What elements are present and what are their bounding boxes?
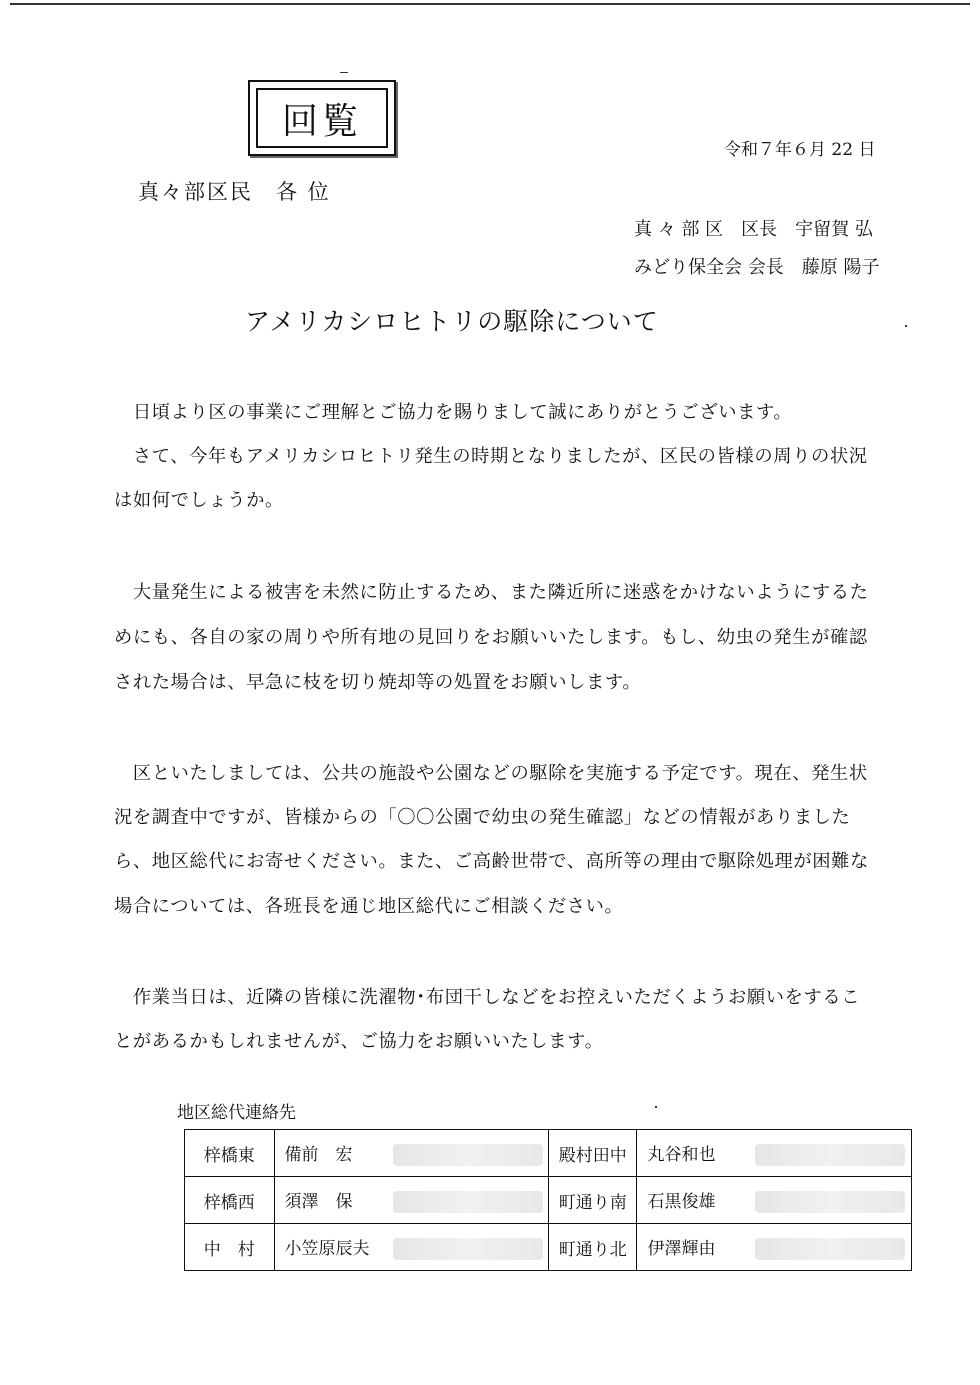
redacted-phone [393,1191,543,1213]
contacts-table [184,1129,912,1271]
body-line: は如何でしょうか。 [114,490,284,511]
document-date: 令和７年６月 22 日 [724,140,876,160]
body-line: 作業当日は、近隣の皆様に洗濯物･布団干しなどをお控えいただくようお願いをするこ [114,987,861,1008]
person-cell [274,1130,549,1177]
person-cell [274,1224,549,1271]
document-title: アメリカシロヒトリの駆除について [245,307,659,336]
body-line: めにも、各自の家の周りや所有地の見回りをお願いいたします。もし、幼虫の発生が確認 [114,627,868,648]
contact-name: 伊澤輝由 [647,1238,716,1259]
person-cell [274,1177,549,1224]
table-row [185,1177,912,1224]
circular-stamp-label: 回覧 [256,88,388,148]
table-row [185,1224,912,1271]
body-line: とがあるかもしれませんが、ご協力をお願いいたします。 [114,1031,604,1052]
body-line: された場合は、早急に枝を切り焼却等の処置をお願いします。 [114,672,642,693]
sender-line: みどり保全会 会長 藤原 陽子 [634,257,880,278]
area-cell: 梓橋東 [185,1130,275,1177]
person-cell [637,1177,912,1224]
redacted-phone [755,1238,905,1260]
body-line: 大量発生による被害を未然に防止するため、また隣近所に迷惑をかけないようにするた [114,582,869,603]
body-line: 況を調査中ですが、皆様からの「〇〇公園で幼虫の発生確認」などの情報がありました [114,807,851,828]
area-cell: 殿村田中 [549,1130,637,1177]
area-cell: 中 村 [185,1224,275,1271]
contact-name: 須澤 保 [284,1191,353,1212]
person-cell [637,1130,912,1177]
redacted-phone [393,1144,543,1166]
scan-speck [655,1106,657,1108]
area-cell: 梓橋西 [185,1177,275,1224]
scan-speck [340,72,348,73]
contact-name: 備前 宏 [284,1144,353,1165]
body-line: 区といたしましては、公共の施設や公園などの駆除を実施する予定です。現在、発生状 [114,763,868,784]
area-cell: 町通り南 [549,1177,637,1224]
redacted-phone [393,1238,543,1260]
contacts-title: 地区総代連絡先 [177,1103,296,1123]
scan-speck [905,325,907,327]
scan-edge-line [10,3,970,5]
contact-name: 小笠原辰夫 [284,1238,370,1259]
contact-name: 丸谷和也 [647,1144,716,1165]
body-line: 場合については、各班長を通じ地区総代にご相談ください。 [114,896,624,917]
contact-name: 石黒俊雄 [647,1191,716,1212]
sender-line: 真 々 部 区 区長 宇留賀 弘 [634,219,873,240]
addressee: 真々部区民 各 位 [138,180,331,204]
body-line: 日頃より区の事業にご理解とご協力を賜りまして誠にありがとうございます。 [114,402,793,423]
table-row [185,1130,912,1177]
person-cell [637,1224,912,1271]
area-cell: 町通り北 [549,1224,637,1271]
body-line: ら、地区総代にお寄せください。また、ご高齢世帯で、高所等の理由で駆除処理が困難な [114,851,869,872]
redacted-phone [755,1191,905,1213]
redacted-phone [755,1144,905,1166]
circular-stamp-box [248,80,396,156]
body-line: さて、今年もアメリカシロヒトリ発生の時期となりましたが、区民の皆様の周りの状況 [114,446,868,467]
